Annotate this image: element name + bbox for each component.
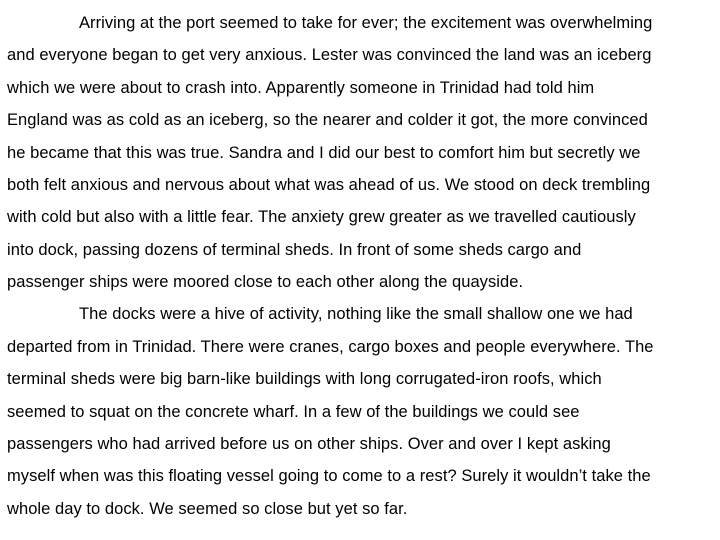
paragraph-1-line-1: Arriving at the port seemed to take for ever; the excitement was overwhelming [79,14,653,32]
paragraph-1-line-3: which we were about to crash into. Apparently someone in Trinidad had told him [7,79,595,97]
paragraph-2-line-7: whole day to dock. We seemed so close but yet so far. [7,500,408,518]
paragraph-2-line-2: departed from in Trinidad. There were cranes, cargo boxes and people everywhere. The [7,338,654,356]
paragraph-1-line-4: England was as cold as an iceberg, so the nearer and colder it got, the more convinced [7,111,648,129]
paragraph-1-line-2: and everyone began to get very anxious. Lester was convinced the land was an iceberg [7,46,652,64]
paragraph-2-line-6: myself when was this floating vessel going to come to a rest? Surely it wouldn’t take the [7,467,651,485]
paragraph-1-line-9: passenger ships were moored close to each other along the quayside. [7,273,524,291]
paragraph-1-line-7: with cold but also with a little fear. The anxiety grew greater as we travelled cautiously [7,208,636,226]
paragraph-1-line-8: into dock, passing dozens of terminal sheds. In front of some sheds cargo and [7,241,582,259]
paragraph-1-line-5: he became that this was true. Sandra and I did our best to comfort him but secretly we [7,144,641,162]
paragraph-2-line-5: passengers who had arrived before us on other ships. Over and over I kept asking [7,435,611,453]
paragraph-2-line-1: The docks were a hive of activity, nothing like the small shallow one we had [79,305,633,323]
paragraph-2-line-4: seemed to squat on the concrete wharf. In a few of the buildings we could see [7,403,580,421]
paragraph-1-line-6: both felt anxious and nervous about what was ahead of us. We stood on deck trembling [7,176,651,194]
paragraph-2-line-3: terminal sheds were big barn-like buildings with long corrugated-iron roofs, which [7,370,602,388]
